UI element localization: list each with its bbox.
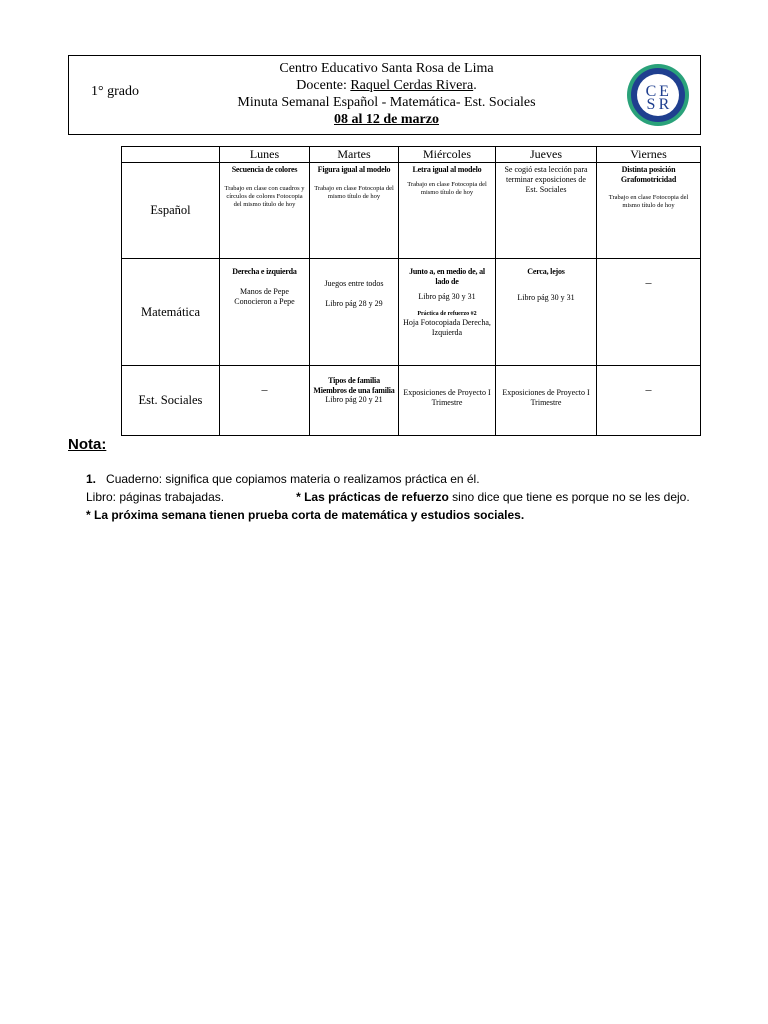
cell-matematica-miercoles — [399, 259, 496, 366]
note-item-1 — [86, 470, 690, 488]
cell-matematica-martes — [310, 259, 399, 366]
cell-title: Cerca, lejos — [527, 267, 565, 276]
cell-title: Figura igual al modelo — [317, 165, 391, 174]
cell-extra-detail: Hoja Fotocopiada Derecha, Izquierda — [403, 318, 491, 337]
logo-letter-c: C — [645, 83, 657, 100]
nota-title: Nota: — [68, 436, 107, 453]
table-row-est-sociales — [122, 366, 701, 436]
cell-detail: Manos de Pepe Conocieron a Pepe — [234, 286, 295, 306]
cell-title: Junto a, en medio de, al lado de — [409, 267, 485, 286]
note-proxima: * La próxima semana tienen prueba corta de matemática y estudios sociales. — [86, 508, 525, 522]
school-name: Centro Educativo Santa Rosa de Lima — [279, 61, 494, 76]
cell-espanol-martes — [310, 163, 399, 259]
subject-espanol: Español — [122, 163, 220, 259]
empty-dash: – — [645, 382, 652, 396]
cell-matematica-lunes — [220, 259, 310, 366]
header-box — [68, 55, 701, 135]
note-cuaderno: Cuaderno: significa que copiamos materia o realizamos práctica en él. — [106, 472, 480, 486]
cell-title: Derecha e izquierda — [232, 267, 297, 276]
note-practicas-rest: sino dice que tiene es porque no se les dejo. — [448, 490, 690, 504]
cell-espanol-jueves — [496, 163, 597, 259]
cell-sociales-miercoles — [399, 366, 496, 436]
note-line-2 — [86, 488, 690, 506]
empty-dash: – — [645, 275, 652, 289]
subject-matematica: Matemática — [122, 259, 220, 366]
cell-detail: Trabajo en clase con cuadros y círculos de colores Fotocopia del mismo título de hoy — [224, 184, 305, 208]
table-row-espanol — [122, 163, 701, 259]
cell-matematica-viernes — [597, 259, 701, 366]
cell-sociales-martes — [310, 366, 399, 436]
header-titles — [189, 60, 584, 128]
cell-detail: Libro pág 30 y 31 — [517, 292, 575, 302]
cell-detail: Trabajo en clase Fotocopia del mismo título de hoy — [314, 184, 394, 200]
note-number: 1. — [86, 472, 97, 486]
corner-cell — [122, 147, 220, 163]
note-practicas-bold: * Las prácticas de refuerzo — [296, 490, 449, 504]
cell-extra-title: Práctica de refuerzo #2 — [417, 311, 477, 317]
cell-espanol-viernes — [597, 163, 701, 259]
cell-matematica-jueves — [496, 259, 597, 366]
cell-title: Secuencia de colores — [231, 165, 298, 174]
cell-detail: Trabajo en clase Fotocopia del mismo título de hoy — [608, 194, 689, 209]
day-header-martes: Martes — [310, 147, 399, 163]
grade-label: 1° grado — [91, 84, 139, 99]
teacher-name: Raquel Cerdas Rivera — [350, 78, 474, 93]
cell-title: Se cogió esta lección para terminar exposiciones de Est. Sociales — [504, 165, 588, 194]
table-row-matematica — [122, 259, 701, 366]
school-logo-icon — [626, 63, 690, 127]
cell-detail: Trabajo en clase Fotocopia del mismo título de hoy — [407, 180, 487, 196]
cell-espanol-miercoles — [399, 163, 496, 259]
day-header-viernes: Viernes — [597, 147, 701, 163]
day-header-miercoles: Miércoles — [399, 147, 496, 163]
logo-letter-s: S — [646, 96, 656, 113]
teacher-line — [189, 77, 584, 94]
cell-espanol-lunes — [220, 163, 310, 259]
cell-sociales-viernes — [597, 366, 701, 436]
teacher-suffix: . — [473, 78, 477, 93]
subject-est-sociales: Est. Sociales — [122, 366, 220, 436]
document-subtitle: Minuta Semanal Español - Matemática- Est. Sociales — [237, 95, 536, 110]
cell-title: Exposiciones de Proyecto I Trimestre — [403, 388, 491, 407]
cell-title: Tipos de familia Miembros de una familia — [313, 376, 395, 395]
date-range: 08 al 12 de marzo — [334, 112, 439, 127]
cell-detail: Libro pág 20 y 21 — [325, 395, 383, 404]
day-header-jueves: Jueves — [496, 147, 597, 163]
cell-detail: Libro pág 30 y 31 — [418, 292, 476, 301]
cell-title: Juegos entre todos — [324, 279, 384, 288]
logo-letter-e: E — [659, 83, 669, 100]
cell-sociales-jueves — [496, 366, 597, 436]
teacher-label: Docente: — [296, 78, 351, 93]
day-header-lunes: Lunes — [220, 147, 310, 163]
logo-letter-r: R — [658, 96, 670, 113]
cell-detail: Libro pág 28 y 29 — [325, 299, 383, 308]
cell-title: Letra igual al modelo — [412, 165, 482, 174]
cell-title: Exposiciones de Proyecto I Trimestre — [502, 388, 590, 407]
cell-sociales-lunes — [220, 366, 310, 436]
weekly-schedule-table — [121, 146, 701, 436]
table-header-row — [122, 147, 701, 163]
notes-block — [86, 470, 690, 524]
cell-title: Distinta posición Grafomotricidad — [620, 165, 677, 184]
note-libro: Libro: páginas trabajadas. — [86, 490, 225, 504]
empty-dash: – — [261, 382, 268, 396]
